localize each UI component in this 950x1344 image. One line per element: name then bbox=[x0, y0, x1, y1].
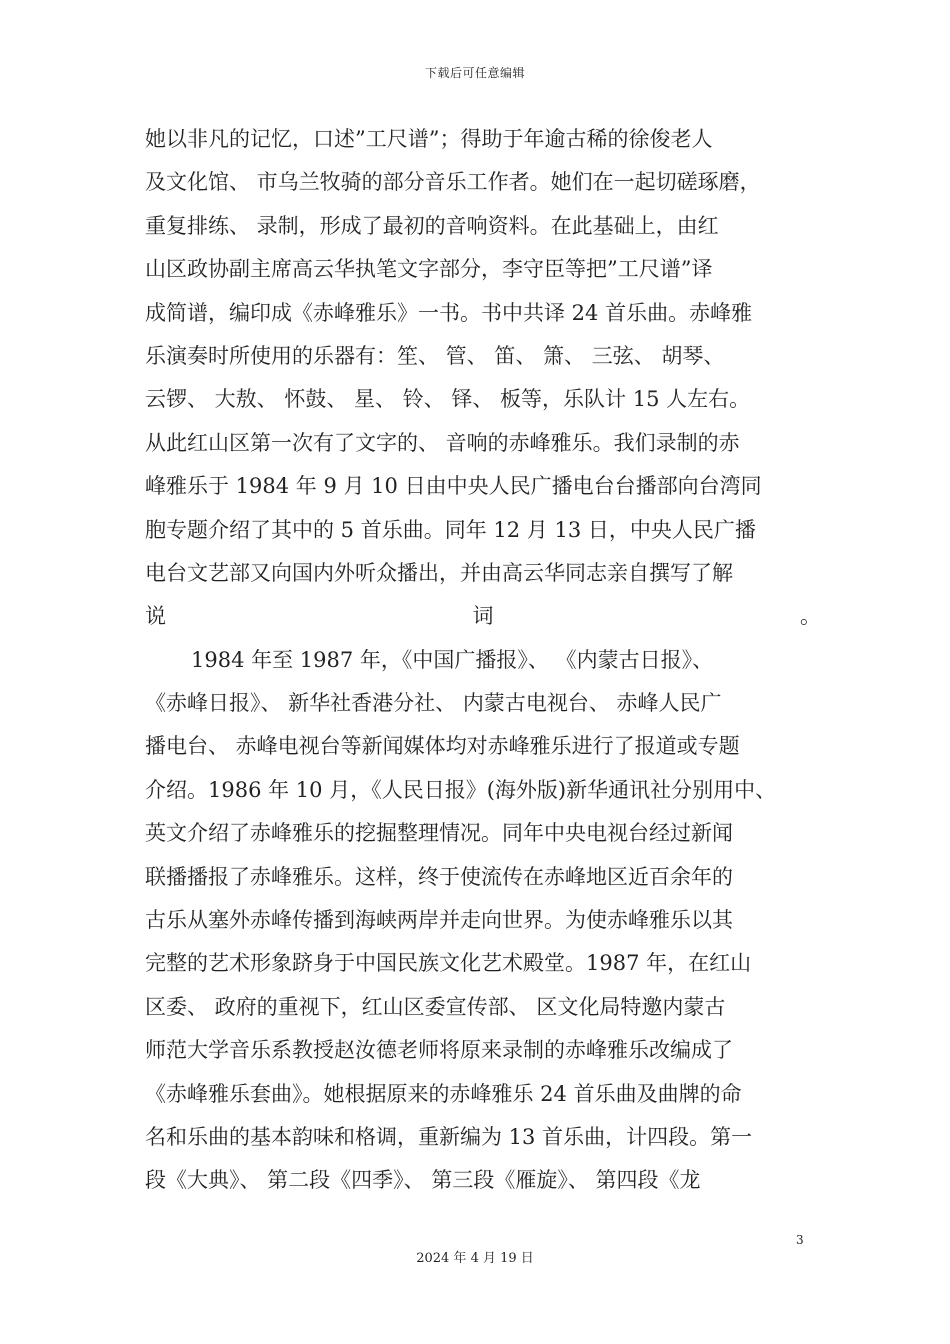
text-line: 完整的艺术形象跻身于中国民族文化艺术殿堂。1987 年，在红山 bbox=[145, 951, 752, 976]
text-line: 云锣、 大敖、 怀鼓、 星、 铃、 铎、 板等，乐队计 15 人左右。 bbox=[145, 387, 751, 412]
text-line: 区委、 政府的重视下，红山区委宣传部、 区文化局特邀内蒙古 bbox=[145, 994, 726, 1019]
text-line: 胞专题介绍了其中的 5 首乐曲。同年 12 月 13 日，中央人民广播 bbox=[145, 517, 756, 542]
text-line: 介绍。1986 年 10 月，《人民日报》(海外版)新华通讯社分别用中、 bbox=[145, 777, 777, 802]
text-line: 山区政协副主席高云华执笔文字部分，李守臣等把”工尺谱”译 bbox=[145, 257, 713, 282]
text-line: 她以非凡的记忆，口述”工尺谱”；得助于年逾古稀的徐俊老人 bbox=[145, 127, 713, 151]
text-line: 段《大典》、 第二段《四季》、 第三段《雁旋》、 第四段《龙 bbox=[145, 1168, 701, 1193]
text-line: 峰雅乐于 1984 年 9 月 10 日由中央人民广播电台台播部向台湾同 bbox=[145, 474, 762, 499]
text-line: 古乐从塞外赤峰传播到海峡两岸并走向世界。为使赤峰雅乐以其 bbox=[145, 908, 733, 933]
text-line: 播电台、 赤峰电视台等新闻媒体均对赤峰雅乐进行了报道或专题 bbox=[145, 734, 740, 759]
text-line: 电台文艺部又向国内外听众播出，并由高云华同志亲自撰写了解 bbox=[145, 560, 733, 585]
paragraph-first-line: 1984 年至 1987 年，《中国广播报》、 《内蒙古日报》、 bbox=[191, 647, 714, 672]
text-line: 联播播报了赤峰雅乐。这样，终于使流传在赤峰地区近百余年的 bbox=[145, 864, 733, 889]
text-line: 成简谱，编印成《赤峰雅乐》一书。书中共译 24 首乐曲。赤峰雅 bbox=[145, 300, 753, 325]
justified-char: 。 bbox=[800, 604, 821, 629]
text-line: 《赤峰日报》、 新华社香港分社、 内蒙古电视台、 赤峰人民广 bbox=[145, 691, 722, 716]
justified-char: 说 bbox=[145, 604, 166, 629]
page-header: 下载后可任意编辑 bbox=[424, 66, 525, 80]
text-line: 乐演奏时所使用的乐器有：笙、 管、 笛、 箫、 三弦、 胡琴、 bbox=[145, 343, 725, 368]
text-line: 师范大学音乐系教授赵汝德老师将原来录制的赤峰雅乐改编成了 bbox=[145, 1038, 733, 1063]
body-text bbox=[145, 118, 821, 1203]
text-line: 《赤峰雅乐套曲》。她根据原来的赤峰雅乐 24 首乐曲及曲牌的命 bbox=[145, 1081, 742, 1106]
justified-char: 词 bbox=[472, 604, 494, 629]
text-line-justified bbox=[145, 595, 821, 638]
text-line: 重复排练、 录制，形成了最初的音响资料。在此基础上，由红 bbox=[145, 213, 719, 238]
text-line: 英文介绍了赤峰雅乐的挖掘整理情况。同年中央电视台经过新闻 bbox=[145, 821, 733, 846]
text-line: 名和乐曲的基本韵味和格调，重新编为 13 首乐曲，计四段。第一 bbox=[145, 1124, 753, 1149]
page-footer-date: 2024 年 4 月 19 日 bbox=[416, 1251, 534, 1266]
text-line: 及文化馆、 市乌兰牧骑的部分音乐工作者。她们在一起切磋琢磨， bbox=[145, 170, 761, 195]
page-number: 3 bbox=[796, 1233, 804, 1247]
text-line: 从此红山区第一次有了文字的、 音响的赤峰雅乐。我们录制的赤 bbox=[145, 430, 740, 455]
